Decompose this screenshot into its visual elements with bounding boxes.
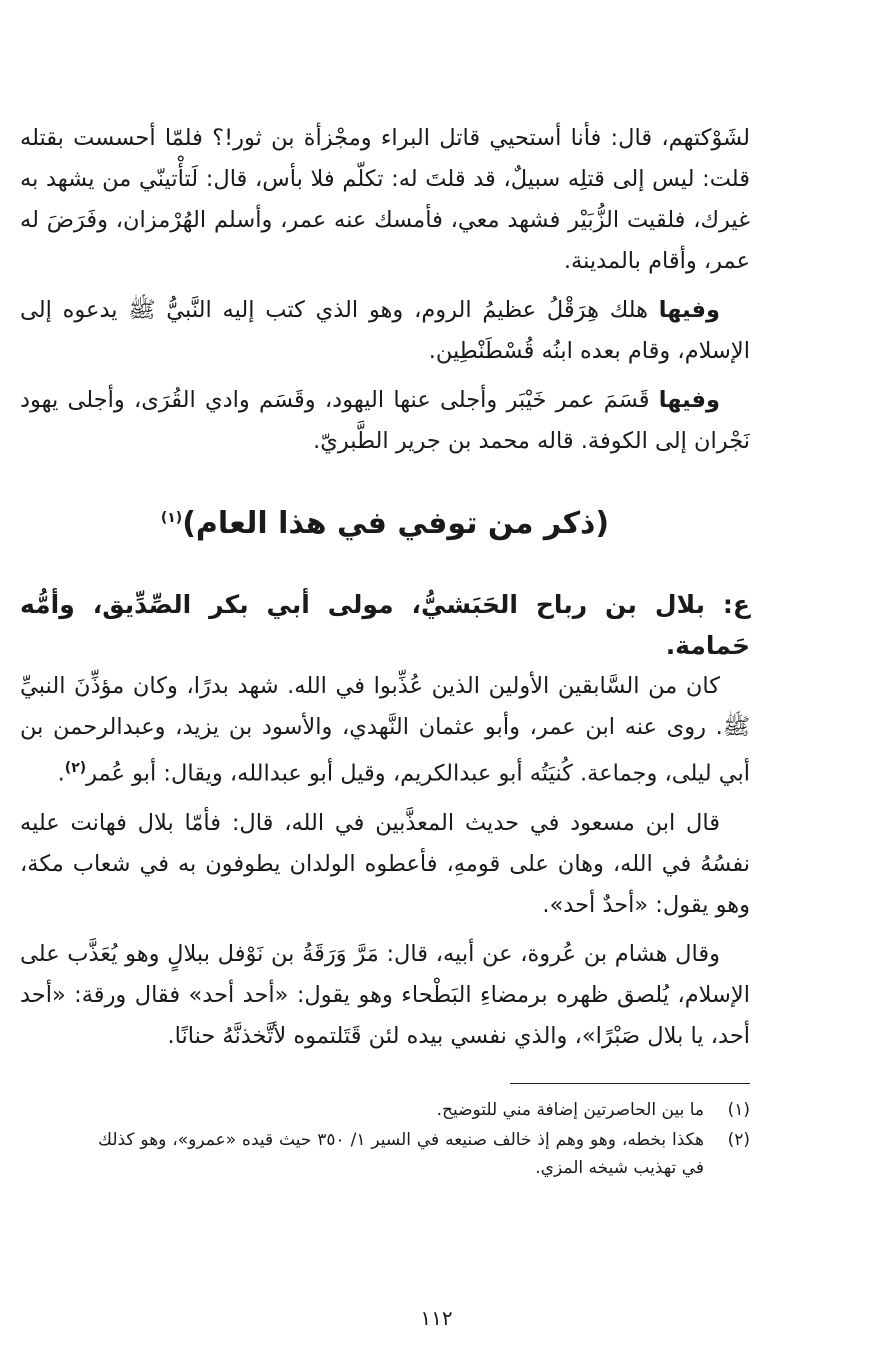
paragraph-end: .: [57, 760, 65, 787]
footnote-ref: (٢): [64, 760, 87, 776]
paragraph-hisham: وقال هشام بن عُروة، عن أبيه، قال: مَرَّ وَرَقَةُ بن نَوْفل ببلالٍ وهو يُعَذَّب على الإسلام، يُلصق ظهره برمضاءِ البَطْحاء وهو يقول: «أحد أحد» فقال ورقة: «أحد أحد، يا بلال صَبْرًا»، والذي نفسي بيده لئن قَتَلتموه لأتَّخذنَّهُ حنانًا.: [20, 940, 750, 1049]
entry-heading: ع: بلال بن رباح الحَبَشيُّ، مولى أبي بكر الصِّدِّيق، وأمُّه حَمامة.: [20, 590, 750, 660]
page-number: ١١٢: [420, 1306, 453, 1330]
paragraph-text: قَسَمَ عمر خَيْبَر وأجلى عنها اليهود، وقَسَم وادي القُرَى، وأجلى يهود نَجْران إلى الكوفة. قاله محمد بن جرير الطَّبريّ.: [20, 387, 750, 454]
footnote-item: [98, 1096, 750, 1124]
paragraph-ibn-masud: قال ابن مسعود في حديث المعذَّبين في الله، قال: فأمّا بلال فهانت عليه نفسُهُ في الله، وهان على قومهِ، فأعطوه الولدان يطوفون به في شعاب مكة، وهو يقول: «أحدٌ أحد».: [20, 809, 750, 918]
page-body: [20, 118, 750, 1065]
paragraph-bilal-bio: [20, 666, 750, 795]
paragraph-hurmuzan: لشَوْكتهم، قال: فأنا أستحيي قاتل البراء ومجْزأة بن ثور!؟ فلمّا أحسست بقتله قلت: ليس إلى قتلِه سبيلٌ، قد قلتَ له: تكلّم فلا بأس، قال: لَتأْتينّي من يشهد به غيرك، فلقيت الزُّبَيْر فشهد معي، فأمسك عنه عمر، وأسلم الهُرْمزان، وفَرَضَ له عمر، وأقام بالمدينة.: [20, 125, 750, 274]
section-title: [20, 498, 750, 544]
footnote-text: ما بين الحاصرتين إضافة مني للتوضيح.: [436, 1100, 704, 1120]
paragraph-text: هلك هِرَقْلُ عظيمُ الروم، وهو الذي كتب إليه النَّبيُّ ﷺ يدعوه إلى الإسلام، وقام بعده ابنُه قُسْطَنْطِين.: [20, 297, 750, 364]
footnote-divider: [510, 1083, 750, 1084]
footnote-item: [98, 1126, 750, 1182]
footnote-number: (٢): [727, 1130, 750, 1150]
paragraph-text: كان من السَّابقين الأولين الذين عُذِّبوا في الله. شهد بدرًا، وكان مؤذِّنَ النبيِّ ﷺ. روى عنه ابن عمر، وأبو عثمان النَّهدي، والأسود بن يزيد، وعبدالرحمن بن أبي ليلى، وجماعة. كُنيَتُه أبو عبدالكريم، وقيل أبو عبدالله، ويقال: أبو عُمر: [20, 673, 750, 787]
footnote-ref: (١): [160, 510, 183, 526]
paragraph-heraclius: [20, 290, 750, 372]
paragraph-khaybar: [20, 380, 750, 462]
section-title-text: (ذكر من توفي في هذا العام): [182, 506, 610, 541]
paragraph-lead: وفيها: [658, 387, 720, 413]
paragraph-lead: وفيها: [658, 297, 720, 323]
footnote-number: (١): [727, 1100, 750, 1120]
footnotes: [98, 1096, 750, 1184]
footnote-text: هكذا بخطه، وهو وهم إذ خالف صنيعه في السير ١/ ٣٥٠ حيث قيده «عمرو»، وهو كذلك في تهذيب شيخه المزي.: [98, 1130, 704, 1178]
